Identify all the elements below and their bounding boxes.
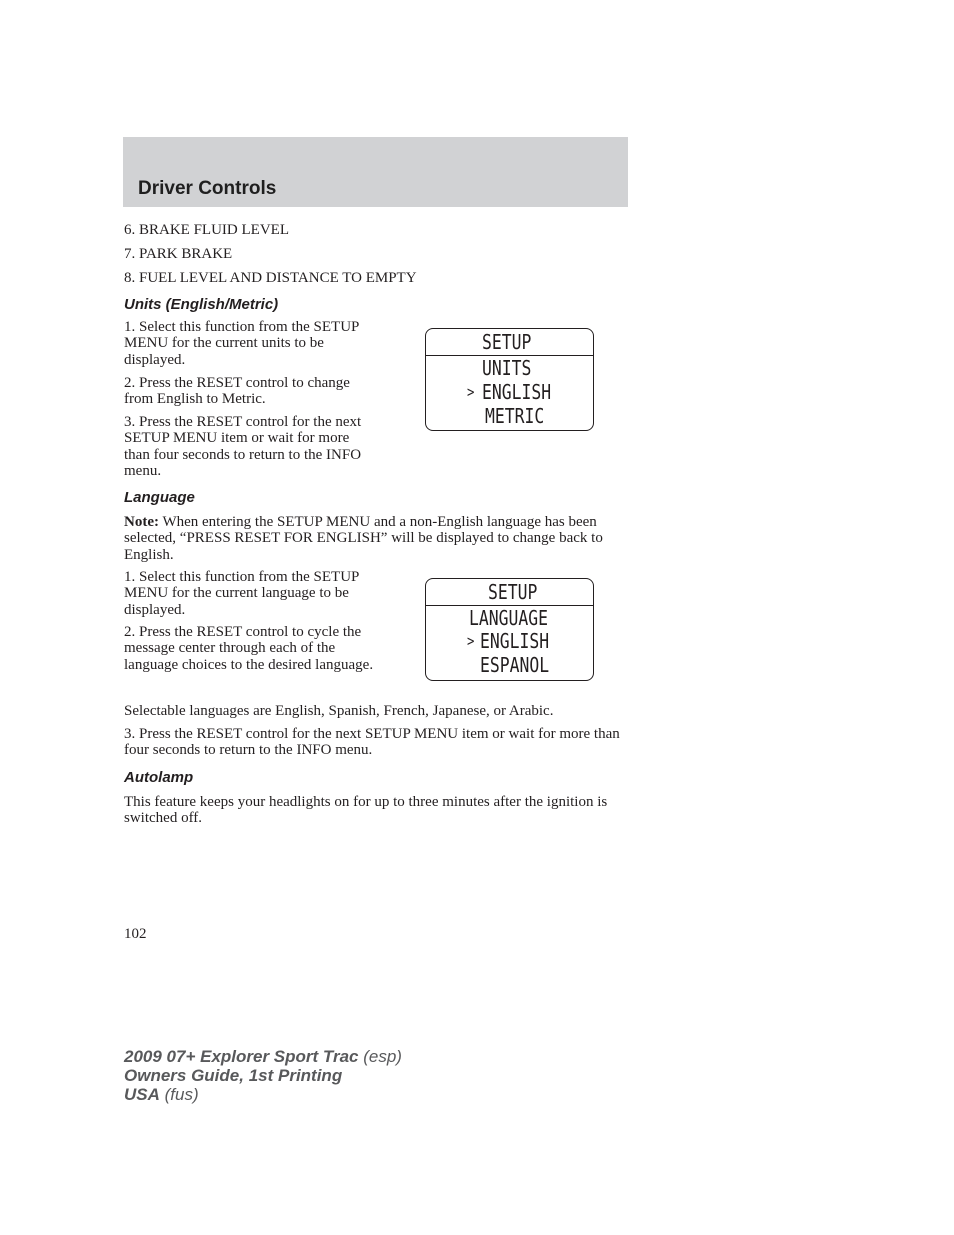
selectable-languages: Selectable languages are English, Spanish, French, Japanese, or Arabic. — [124, 703, 554, 719]
footer-region: USA — [124, 1085, 160, 1104]
document-footer — [124, 1047, 402, 1104]
list-item: 7. PARK BRAKE — [124, 246, 233, 262]
display-line-english: ENGLISH — [480, 629, 550, 653]
units-heading: Units (English/Metric) — [124, 296, 279, 313]
display-line-setup: SETUP — [482, 330, 532, 354]
list-item: 6. BRAKE FLUID LEVEL — [124, 222, 289, 238]
language-note — [124, 514, 629, 563]
units-message-display — [425, 328, 594, 431]
page-number: 102 — [124, 926, 147, 942]
language-step-1: 1. Select this function from the SETUP MENU for the current language to be displayed. — [124, 569, 359, 618]
display-line-setup: SETUP — [488, 580, 538, 604]
footer-model-code: (esp) — [358, 1047, 402, 1066]
display-selector-caret: > — [467, 632, 475, 650]
footer-printing: Owners Guide, 1st Printing — [124, 1066, 343, 1085]
note-text: When entering the SETUP MENU and a non-English language has been selected, “PRESS RESET FOR ENGLISH” will be displayed to change back to English. — [124, 514, 603, 563]
display-line-metric: METRIC — [485, 404, 545, 428]
display-selector-caret: > — [467, 383, 475, 401]
autolamp-heading: Autolamp — [124, 769, 194, 786]
footer-model: 2009 07+ Explorer Sport Trac — [124, 1047, 359, 1066]
section-title: Driver Controls — [138, 178, 277, 199]
language-message-display — [425, 578, 594, 681]
display-line-language: LANGUAGE — [469, 606, 548, 630]
display-line-espanol: ESPANOL — [480, 653, 550, 677]
display-line-english: ENGLISH — [482, 380, 552, 404]
units-step-3: 3. Press the RESET control for the next SETUP MENU item or wait for more than four seconds to return to the INFO menu. — [124, 414, 362, 479]
display-title-bar — [426, 579, 593, 606]
display-title-bar — [426, 329, 593, 356]
list-item: 8. FUEL LEVEL AND DISTANCE TO EMPTY — [124, 270, 417, 286]
autolamp-description: This feature keeps your headlights on for up to three minutes after the ignition is switched off. — [124, 794, 608, 827]
units-step-2: 2. Press the RESET control to change from English to Metric. — [124, 375, 350, 408]
units-step-1: 1. Select this function from the SETUP MENU for the current units to be displayed. — [124, 319, 359, 368]
footer-region-code: (fus) — [159, 1085, 199, 1104]
language-heading: Language — [124, 489, 195, 506]
note-label: Note: — [124, 514, 159, 530]
language-step-3: 3. Press the RESET control for the next SETUP MENU item or wait for more than four seconds to return to the INFO menu. — [124, 726, 620, 759]
section-header-band — [123, 137, 628, 207]
display-line-units: UNITS — [482, 356, 532, 380]
language-step-2: 2. Press the RESET control to cycle the message center through each of the language choices to the desired language. — [124, 624, 374, 673]
